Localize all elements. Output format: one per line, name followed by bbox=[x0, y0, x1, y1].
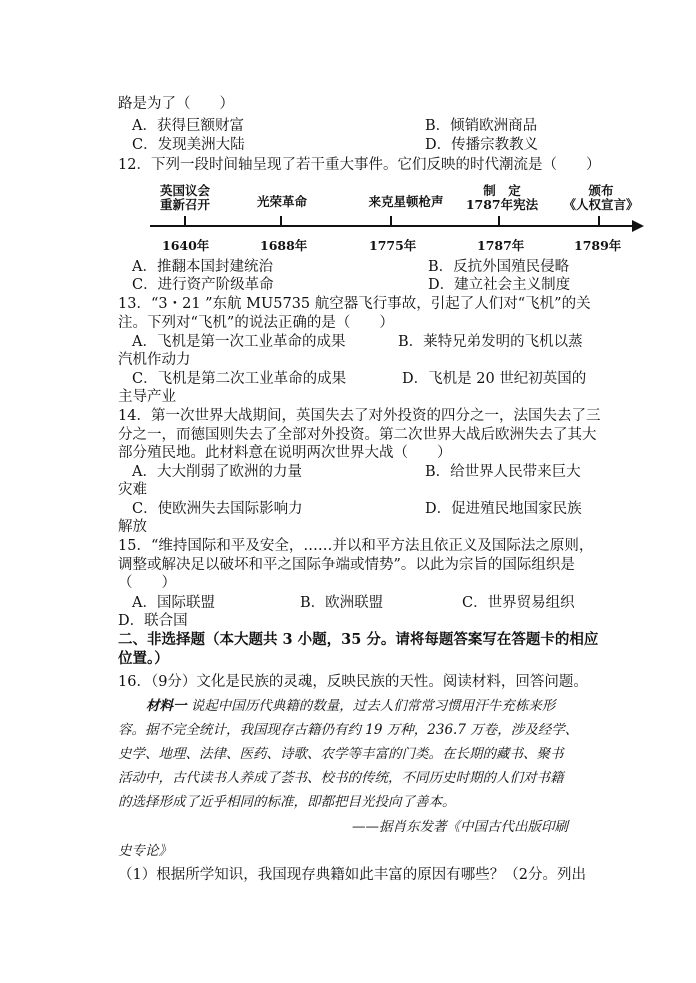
q13-option-d-cont: 主导产业 bbox=[118, 389, 176, 405]
q16-material-line-3: 史学、地理、法律、医药、诗歌、农学等丰富的门类。在长期的藏书、聚书 bbox=[118, 746, 564, 762]
timeline-tick bbox=[184, 216, 186, 226]
timeline-year-5: 1789年 bbox=[574, 238, 622, 253]
q11-option-b: B．倾销欧洲商品 bbox=[425, 118, 538, 134]
q14-option-c: C．使欧洲失去国际影响力 bbox=[132, 501, 303, 517]
q14-option-b-cont: 灾难 bbox=[118, 482, 147, 498]
q14-stem-3: 部分殖民地。此材料意在说明两次世界大战（ ） bbox=[118, 445, 452, 461]
timeline-year-4: 1787年 bbox=[477, 238, 525, 253]
q14-option-b: B．给世界人民带来巨大 bbox=[425, 464, 581, 480]
timeline bbox=[150, 178, 650, 258]
q15-stem-2: 调整或解决足以破坏和平之国际争端或情势”。以此为宗旨的国际组织是 bbox=[118, 557, 575, 573]
q11-option-d: D．传播宗教教义 bbox=[425, 137, 539, 153]
q13-option-d: D．飞机是 20 世纪初英国的 bbox=[402, 371, 587, 387]
timeline-event-3: 来克星顿枪声 bbox=[368, 194, 444, 209]
q16-source-2: 史专论》 bbox=[118, 843, 172, 859]
q11-option-a: A．获得巨额财富 bbox=[132, 118, 244, 134]
timeline-tick bbox=[280, 216, 282, 226]
q16-material-line-2: 容。据不完全统计，我国现存古籍仍有约 19 万种，236.7 万卷，涉及经学、 bbox=[118, 722, 579, 738]
timeline-tick bbox=[390, 216, 392, 226]
q14-option-d-cont: 解放 bbox=[118, 519, 147, 535]
timeline-tick bbox=[498, 216, 500, 226]
q16-subquestion-1: （1）根据所学知识，我国现存典籍如此丰富的原因有哪些？（2分。列出 bbox=[118, 867, 586, 883]
q12-option-b: B．反抗外国殖民侵略 bbox=[428, 259, 570, 275]
q12-option-a: A．推翻本国封建统治 bbox=[132, 259, 273, 275]
q11-option-c: C．发现美洲大陆 bbox=[132, 137, 245, 153]
timeline-event-5: 颁布 《人权宣言》 bbox=[563, 183, 639, 212]
q13-option-c: C．飞机是第二次工业革命的成果 bbox=[132, 371, 347, 387]
timeline-year-3: 1775年 bbox=[369, 238, 417, 253]
q14-option-d: D．促进殖民地国家民族 bbox=[425, 501, 582, 517]
q15-stem-3: （ ） bbox=[118, 575, 176, 591]
q14-stem-1: 14．第一次世界大战期间，英国失去了对外投资的四分之一，法国失去了三 bbox=[118, 408, 601, 424]
q15-option-a: A．国际联盟 bbox=[132, 595, 215, 611]
timeline-arrow-icon bbox=[632, 220, 644, 232]
q12-option-d: D．建立社会主义制度 bbox=[428, 277, 571, 293]
q12-stem: 12．下列一段时间轴呈现了若干重大事件。它们反映的时代潮流是（ ） bbox=[118, 157, 601, 173]
q12-option-c: C．进行资产阶级革命 bbox=[132, 277, 274, 293]
q16-material-label: 材料一 bbox=[146, 698, 187, 714]
q16-material-line-1: 材料一 说起中国历代典籍的数量，过去人们常常习惯用汗牛充栋来形 bbox=[146, 698, 556, 714]
q13-stem-2: 注。下列对“飞机”的说法正确的是（ ） bbox=[118, 315, 394, 331]
section-2-heading-1: 二、非选择题（本大题共 3 小题，35 分。请将每题答案写在答题卡的相应 bbox=[118, 631, 599, 648]
timeline-year-2: 1688年 bbox=[260, 238, 308, 253]
q15-stem-1: 15．“维持国际和平及安全，……并以和平方法且依正义及国际法之原则， bbox=[118, 538, 594, 554]
q15-option-b: B．欧洲联盟 bbox=[300, 595, 384, 611]
q16-source-1: ——据肖东发著《中国古代出版印刷 bbox=[352, 819, 568, 835]
timeline-event-4: 制 定 1787年宪法 bbox=[465, 183, 539, 212]
q16-material-line-5: 的选择形成了近乎相同的标准，即都把目光投向了善本。 bbox=[118, 794, 456, 810]
q15-option-c: C．世界贸易组织 bbox=[462, 595, 575, 611]
q13-option-b: B．莱特兄弟发明的飞机以蒸 bbox=[398, 334, 583, 350]
q13-stem-1: 13．“3・21 ”东航 MU5735 航空器飞行事故，引起了人们对“飞机”的关 bbox=[118, 296, 591, 312]
q14-option-a: A．大大削弱了欧洲的力量 bbox=[132, 464, 302, 480]
q16-material-line-4: 活动中，古代读书人养成了荟书、校书的传统，不同历史时期的人们对书籍 bbox=[118, 770, 564, 786]
q13-option-b-cont: 汽机作动力 bbox=[118, 352, 191, 368]
q14-stem-2: 分之一，而德国则失去了全部对外投资。第二次世界大战后欧洲失去了其大 bbox=[118, 427, 597, 443]
timeline-event-1: 英国议会 重新召开 bbox=[159, 183, 210, 212]
timeline-axis bbox=[150, 225, 634, 227]
q15-option-d: D．联合国 bbox=[118, 613, 188, 629]
timeline-event-2: 光荣革命 bbox=[256, 194, 307, 209]
section-2-heading-2: 位置。） bbox=[118, 650, 169, 667]
q11-stem-tail: 路是为了（ ） bbox=[118, 96, 234, 112]
q13-option-a: A．飞机是第一次工业革命的成果 bbox=[132, 334, 346, 350]
timeline-year-1: 1640年 bbox=[162, 238, 210, 253]
timeline-tick bbox=[598, 216, 600, 226]
q16-stem: 16．（9分）文化是民族的灵魂，反映民族的天性。阅读材料，回答问题。 bbox=[118, 674, 588, 690]
